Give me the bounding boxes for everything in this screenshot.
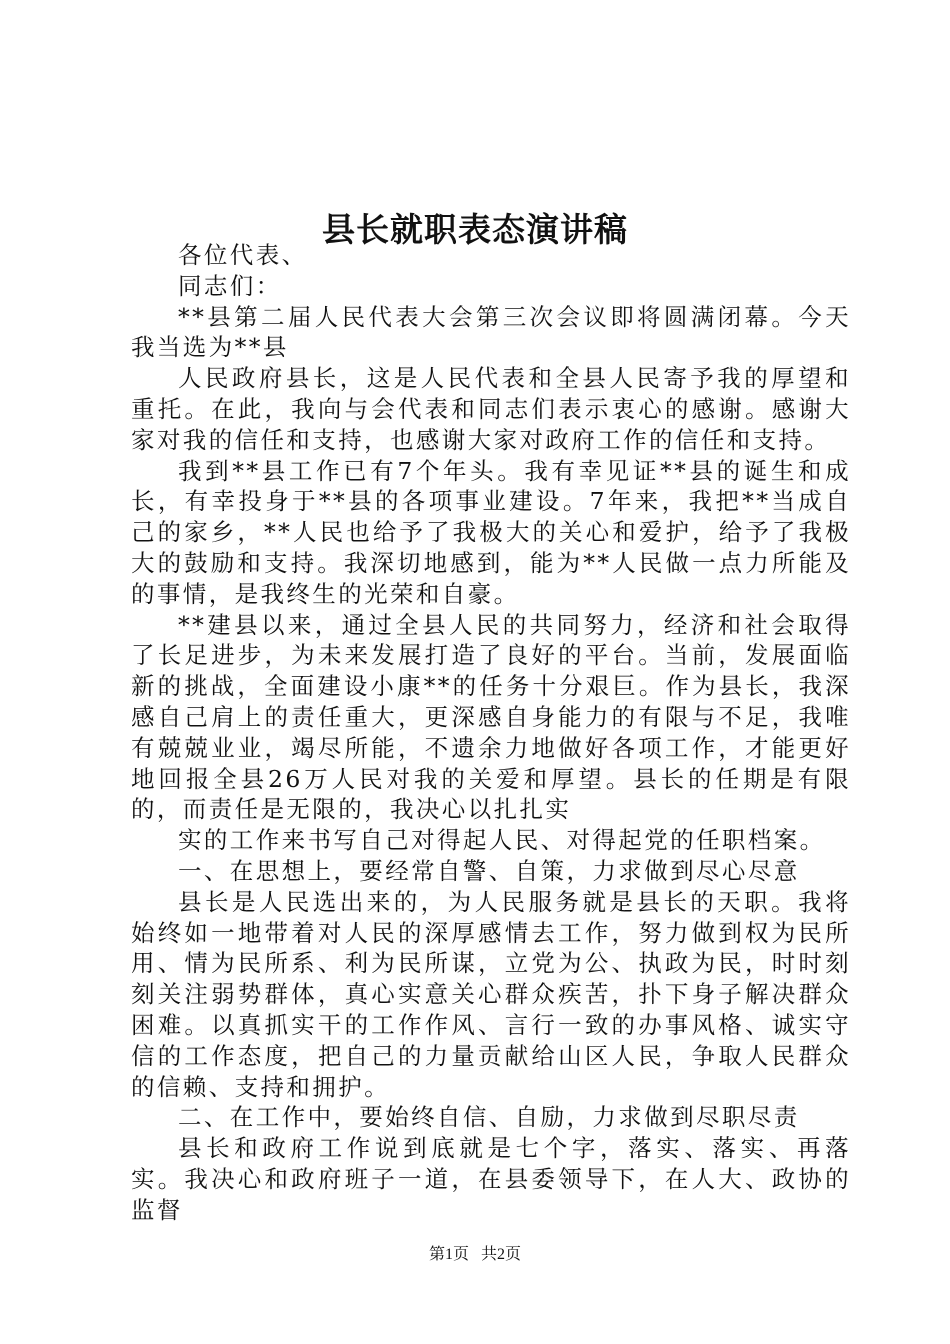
document-body (131, 240, 851, 1226)
page-number-total: 共2页 (481, 1246, 522, 1263)
section-heading-work: 二、在工作中，要始终自信、自励，力求做到尽职尽责 (178, 1103, 800, 1132)
paragraph-opening: **县第二届人民代表大会第三次会议即将圆满闭幕。今天我当选为**县 (131, 302, 851, 362)
salutation-comrades: 同志们： (178, 271, 282, 300)
paragraph-serve-people: 县长是人民选出来的，为人民服务就是县长的天职。我将始终如一地带着对人民的深厚感情去工作，努力做到权为民所用、情为民所系、利为民所谋，立党为公、执政为民，时时刻刻关注弱势群体，真心实意关心群众疾苦，扑下身子解决群众困难。以真抓实干的工作作风、言行一致的办事风格、诚实守信的工作态度，把自己的力量贡献给山区人民，争取人民群众的信赖、支持和拥护。 (131, 887, 851, 1101)
paragraph-seven-years: 我到**县工作已有7个年头。我有幸见证**县的诞生和成长，有幸投身于**县的各项事业建设。7年来，我把**当成自己的家乡，**人民也给予了我极大的关心和爱护，给予了我极大的鼓励和支持。我深切地感到，能为**人民做一点力所能及的事情，是我终生的光荣和自豪。 (131, 456, 851, 608)
salutation-representatives: 各位代表、 (178, 241, 308, 269)
page-number-current: 第1页 (428, 1246, 469, 1263)
page-footer (0, 1245, 950, 1265)
paragraph-implementation: 县长和政府工作说到底就是七个字，落实、落实、再落实。我决心和政府班子一道，在县委领导下，在人大、政协的监督 (131, 1134, 851, 1224)
paragraph-record: 实的工作来书写自己对得起人民、对得起党的任职档案。 (178, 826, 826, 855)
paragraph-development: **建县以来，通过全县人民的共同努力，经济和社会取得了长足进步，为未来发展打造了良好的平台。当前，发展面临新的挑战，全面建设小康**的任务十分艰巨。作为县长，我深感自己肩上的责任重大，更深感自身能力的有限与不足，我唯有兢兢业业，竭尽所能，不遗余力地做好各项工作，才能更好地回报全县26万人民对我的关爱和厚望。县长的任期是有限的，而责任是无限的，我决心以扎扎实 (131, 610, 851, 824)
document-title: 县长就职表态演讲稿 (322, 210, 628, 250)
section-heading-thought: 一、在思想上，要经常自警、自策，力求做到尽心尽意 (178, 856, 800, 885)
paragraph-thanks: 人民政府县长，这是人民代表和全县人民寄予我的厚望和重托。在此，我向与会代表和同志们表示衷心的感谢。感谢大家对我的信任和支持，也感谢大家对政府工作的信任和支持。 (131, 364, 851, 454)
